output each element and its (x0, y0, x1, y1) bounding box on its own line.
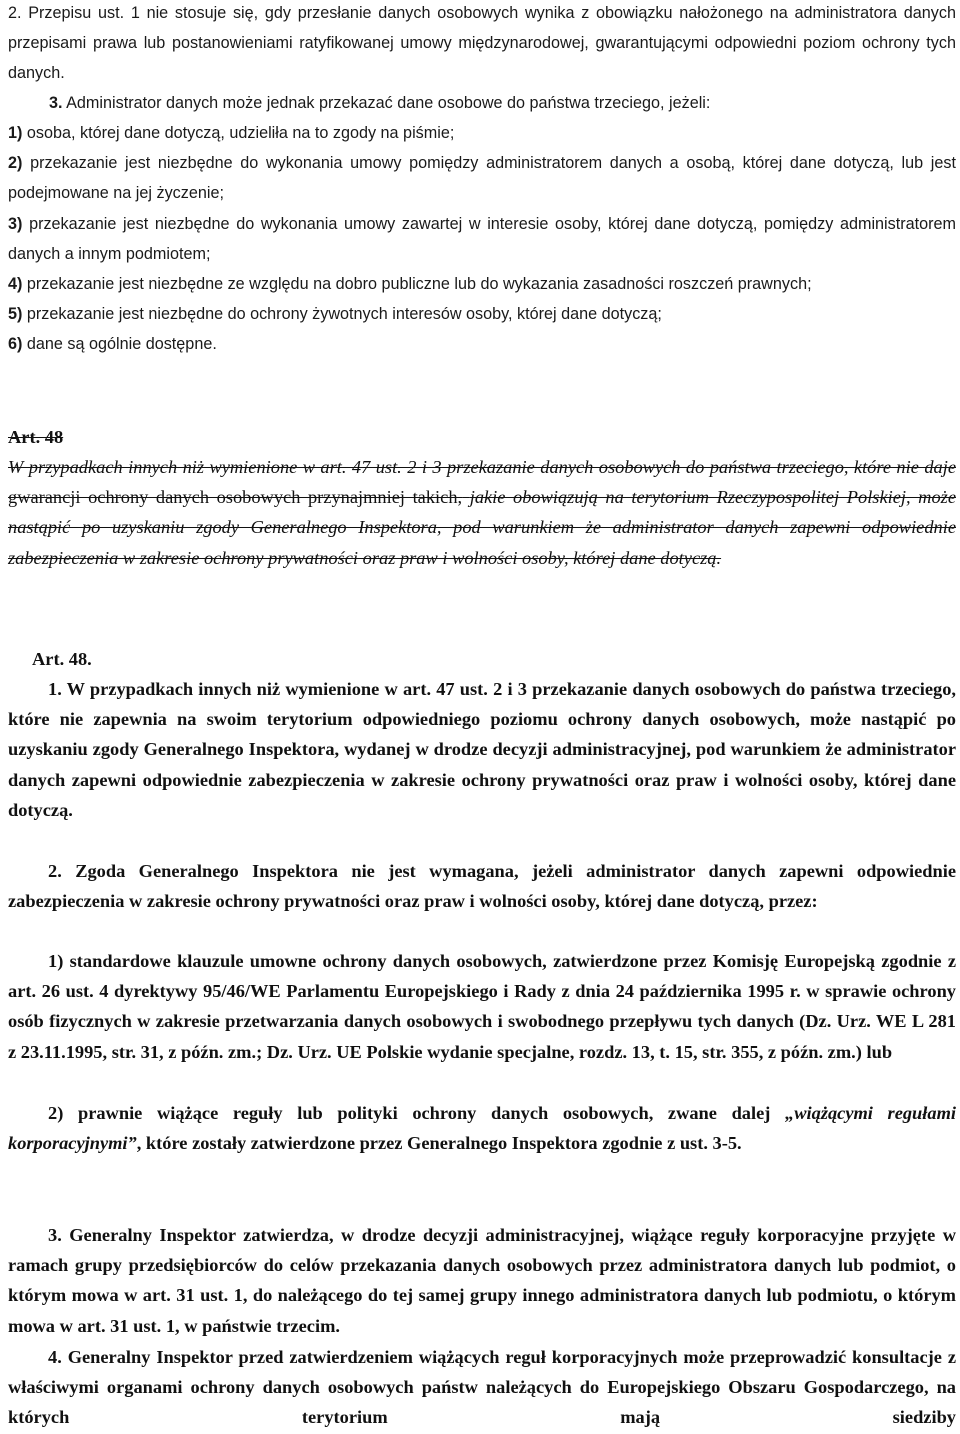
list-item: 6) dane są ogólnie dostępne. (8, 335, 217, 354)
deleted-article-body: W przypadkach innych niż wymienione w art. 47 ust. 2 i 3 przekazanie danych osobowych do państwa trzeciego, które nie daje gwarancji ochrony danych osobowych przynajmniej takich, jakie obowiązują na terytorium Rzeczypospolitej Polskiej, może nastąpić po uzyskaniu zgody Generalnego Inspektora, pod warunkiem że administrator danych zapewni odpowiednie zabezpieczenia w zakresie ochrony prywatności oraz praw i wolności osoby, której dane dotyczą. (8, 457, 956, 568)
deleted-article-title: Art. 48 (8, 427, 64, 447)
new-article-title: Art. 48. (32, 649, 92, 669)
new-paragraph-2-item-1: 1) standardowe klauzule umowne ochrony danych osobowych, zatwierdzone przez Komisję Europejską zgodnie z art. 26 ust. 4 dyrektywy 95/46/WE Parlamentu Europejskiego i Rady z dnia 24 października 1995 r. w sprawie ochrony osób fizycznych w zakresie przetwarzania danych osobowych i swobodnego przepływu tych danych (Dz. Urz. WE L 281 z 23.11.1995, str. 31, z późn. zm.; Dz. Urz. UE Polskie wydanie specjalne, rozdz. 13, t. 15, str. 355, z późn. zm.) lub (8, 951, 956, 1062)
old-paragraph-3-number: 3. (49, 94, 63, 112)
old-paragraph-2 (8, 0, 956, 89)
new-paragraph-3: 3. Generalny Inspektor zatwierdza, w drodze decyzji administracyjnej, wiążące reguły korporacyjne przyjęte w ramach grupy przedsiębiorców do celów przekazania danych osobowych przez administratora danych lub podmiot, o którym mowa w art. 31 ust. 1, do należącego do tej samej grupy innego administratora danych lub podmiotu, o którym mowa w art. 31 ust. 1, w państwie trzecim. (8, 1225, 956, 1336)
old-paragraph-3 (8, 88, 956, 118)
old-list (8, 118, 956, 360)
new-paragraph-2-item-2: 2) prawnie wiążące reguły lub polityki ochrony danych osobowych, zwane dalej „wiążącymi regułami korporacyjnymi”, które zostały zatwierdzone przez Generalnego Inspektora zgodnie z ust. 3-5. (8, 1103, 956, 1154)
old-paragraph-2-body: 1 nie stosuje się, gdy przesłanie danych osobowych wynika z obowiązku nałożonego na administratora danych przepisami prawa lub postanowieniami ratyfikowanej umowy międzynarodowej, gwarantującymi odpowiedni poziom ochrony tych danych. (8, 4, 956, 83)
list-item: 5) przekazanie jest niezbędne do ochrony żywotnych interesów osoby, której dane dotyczą; (8, 305, 662, 324)
old-paragraph-3-body: Administrator danych może jednak przekazać dane osobowe do państwa trzeciego, jeżeli: (66, 94, 711, 112)
old-paragraph-2-prefix: 2. Przepisu ust. (8, 4, 125, 22)
list-item: 4) przekazanie jest niezbędne ze względu na dobro publiczne lub do wykazania zasadności roszczeń prawnych; (8, 275, 812, 294)
list-item: 1) osoba, której dane dotyczą, udzieliła na to zgody na piśmie; (8, 124, 455, 142)
list-item: 2) przekazanie jest niezbędne do wykonania umowy pomiędzy administratorem danych a osobą, której dane dotyczą, lub jest podejmowane na jej życzenie; (8, 154, 957, 203)
new-paragraph-1: 1. W przypadkach innych niż wymienione w art. 47 ust. 2 i 3 przekazanie danych osobowych do państwa trzeciego, które nie zapewnia na swoim terytorium odpowiedniego poziomu ochrony danych osobowych, może nastąpić po uzyskaniu zgody Generalnego Inspektora, wydanej w drodze decyzji administracyjnej, pod warunkiem że administrator danych zapewni odpowiednie zabezpieczenia w zakresie ochrony prywatności oraz praw i wolności osoby, której dane dotyczą. (8, 679, 957, 820)
new-paragraph-2: 2. Zgoda Generalnego Inspektora nie jest wymagana, jeżeli administrator danych zapewni odpowiednie zabezpieczenia w zakresie ochrony prywatności oraz praw i wolności osoby, której dane dotyczą, przez: (8, 861, 957, 912)
new-paragraph-4: 4. Generalny Inspektor przed zatwierdzeniem wiążących reguł korporacyjnych może przeprowadzić konsultacje z właściwymi organami ochrony danych osobowych państw należących do Europejskiego Obszaru Gospodarczego, na których terytorium mają siedziby (8, 1347, 956, 1428)
list-item: 3) przekazanie jest niezbędne do wykonania umowy zawartej w interesie osoby, której dane dotyczą, pomiędzy administratorem danych a innym podmiotem; (8, 214, 956, 263)
